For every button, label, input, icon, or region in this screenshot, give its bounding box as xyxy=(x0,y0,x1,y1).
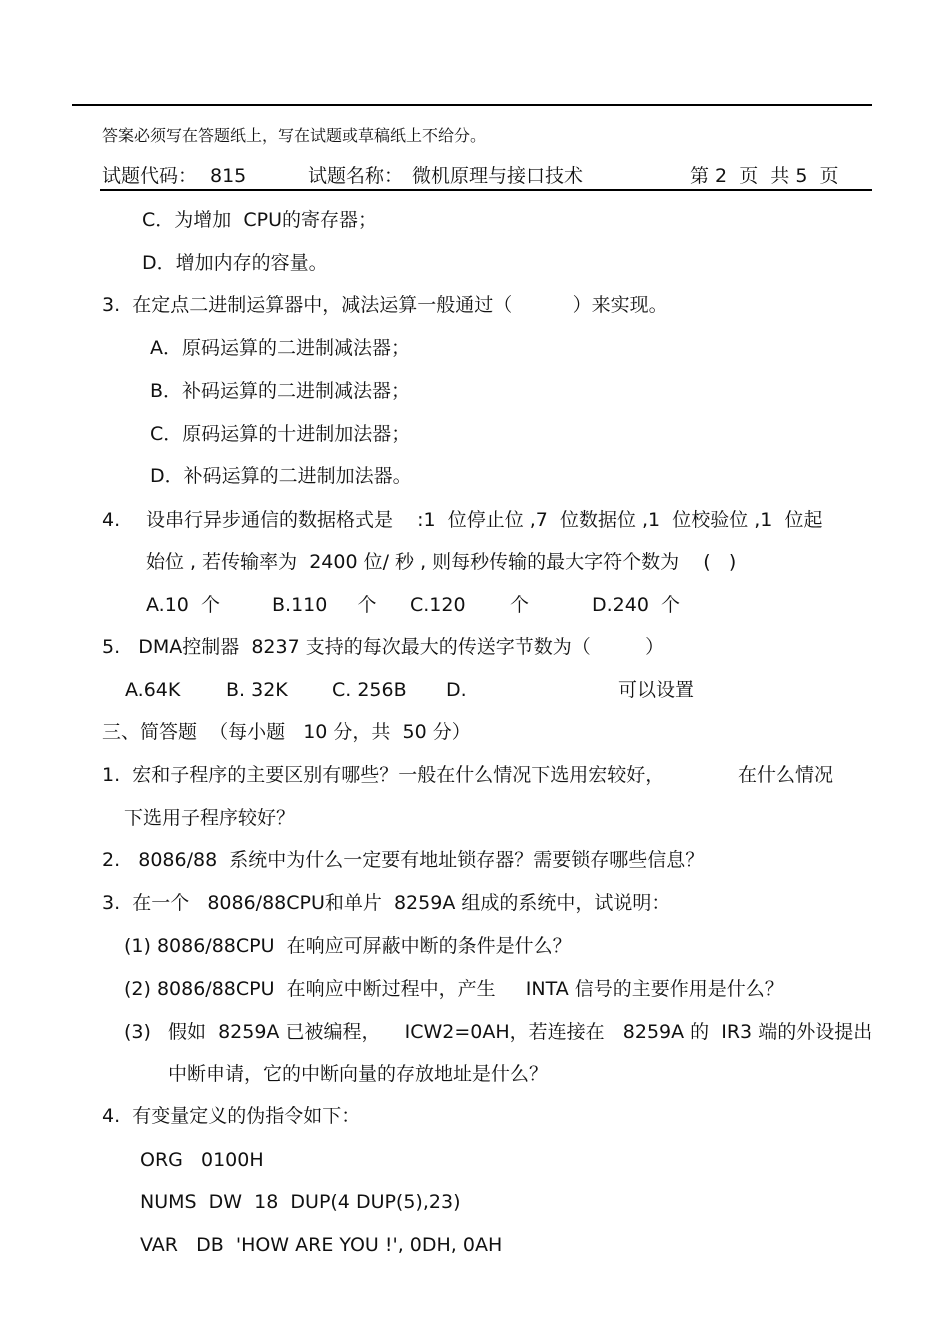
s3-sub-3-line2: 中断申请，它的中断向量的存放地址是什么？ xyxy=(168,1063,549,1085)
code-line-2: NUMS DW 18 DUP(4 DUP(5),23) xyxy=(140,1191,461,1213)
q5-option-d-text: 可以设置 xyxy=(618,679,695,701)
q3-option-b: B．补码运算的二进制减法器； xyxy=(150,380,411,402)
q3-option-c: C．原码运算的十进制加法器； xyxy=(150,423,411,445)
page-info: 第 2 页 共 5 页 xyxy=(690,165,839,187)
q5-stem: 5. DMA控制器 8237 支持的每次最大的传送字节数为（ ） xyxy=(102,636,665,658)
q2-option-c: C．为增加 CPU的寄存器； xyxy=(142,209,377,231)
exam-name-value: 微机原理与接口技术 xyxy=(412,165,584,187)
s3-sub-3-line1: 假如 8259A 已被编程， ICW2=0AH，若连接在 8259A 的 IR3 端的外设提出 xyxy=(168,1021,873,1043)
q4-option-c: C.120 xyxy=(410,594,466,616)
code-line-3: VAR DB 'HOW ARE YOU !', 0DH, 0AH xyxy=(140,1234,503,1256)
s1-line1b: 在什么情况 xyxy=(738,764,834,786)
q4-number: 4. xyxy=(102,509,121,531)
q5-option-b: B. 32K xyxy=(226,679,288,701)
q4-option-c-unit: 个 xyxy=(510,594,530,616)
s3-sub-1: (1) 8086/88CPU 在响应可屏蔽中断的条件是什么？ xyxy=(124,935,572,957)
q5-option-a: A.64K xyxy=(125,679,181,701)
section-3-heading: 三、简答题 （每小题 10 分，共 50 分） xyxy=(102,721,471,743)
q4-stem-line1: 设串行异步通信的数据格式是 :1 位停止位 ,7 位数据位 ,1 位校验位 ,1 位起 xyxy=(146,509,823,531)
exam-code-label: 试题代码： xyxy=(102,165,198,187)
q2-option-d: D．增加内存的容量。 xyxy=(142,252,328,274)
code-line-1: ORG 0100H xyxy=(140,1149,264,1171)
q5-option-c: C. 256B xyxy=(332,679,407,701)
q4-option-d: D.240 个 xyxy=(592,594,681,616)
q5-option-d: D. xyxy=(446,679,467,701)
q4-option-a: A.10 个 xyxy=(146,594,220,616)
q4-option-b: B.110 个 xyxy=(272,594,377,616)
s1-line1a: 1. 宏和子程序的主要区别有哪些？一般在什么情况下选用宏较好， xyxy=(102,764,665,786)
s1-line2: 下选用子程序较好？ xyxy=(124,807,296,829)
s3-question: 3. 在一个 8086/88CPU和单片 8259A 组成的系统中，试说明： xyxy=(102,892,671,914)
q3-option-a: A．原码运算的二进制减法器； xyxy=(150,337,410,359)
s4-question: 4. 有变量定义的伪指令如下： xyxy=(102,1105,361,1127)
s2-question: 2. 8086/88 系统中为什么一定要有地址锁存器？需要锁存哪些信息？ xyxy=(102,849,705,871)
q3-option-d: D．补码运算的二进制加法器。 xyxy=(150,465,412,487)
exam-code-value: 815 xyxy=(210,165,247,187)
s3-sub-3-number: (3) xyxy=(124,1021,151,1043)
q3-stem: 3. 在定点二进制运算器中，减法运算一般通过（ ）来实现。 xyxy=(102,294,668,316)
header-rule xyxy=(100,189,872,191)
exam-name-label: 试题名称： xyxy=(308,165,404,187)
q4-stem-line2: 始位 , 若传输率为 2400 位/ 秒 , 则每秒传输的最大字符个数为 ( ) xyxy=(146,551,737,573)
top-rule xyxy=(72,104,872,106)
s3-sub-2: (2) 8086/88CPU 在响应中断过程中，产生 INTA 信号的主要作用是什么？ xyxy=(124,978,784,1000)
answer-notice: 答案必须写在答题纸上，写在试题或草稿纸上不给分。 xyxy=(102,126,487,145)
